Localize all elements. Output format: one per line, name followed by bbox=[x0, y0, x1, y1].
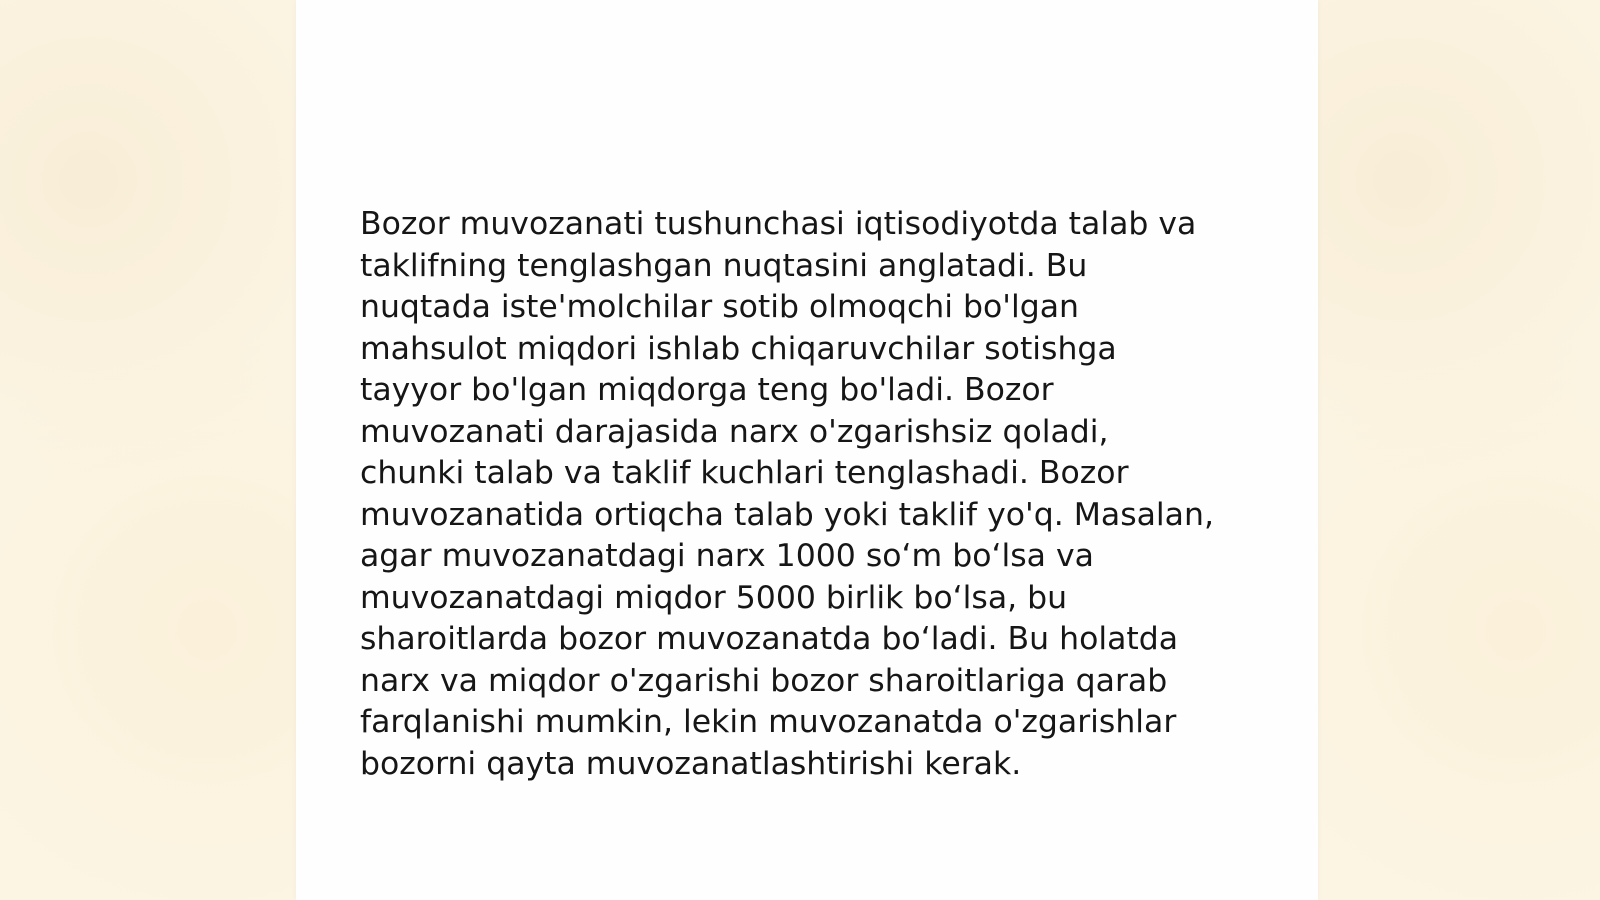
background-left-panel bbox=[0, 0, 296, 900]
paragraph-line: mahsulot miqdori ishlab chiqaruvchilar sotishga bbox=[360, 330, 1117, 367]
document-page bbox=[296, 0, 1318, 900]
paragraph-line: muvozanatida ortiqcha talab yoki taklif yo'q. Masalan, bbox=[360, 496, 1214, 533]
paragraph-line: Bozor muvozanati tushunchasi iqtisodiyotda talab va bbox=[360, 206, 1197, 242]
paragraph-line: muvozanatdagi miqdor 5000 birlik bo‘lsa, bu bbox=[360, 579, 1068, 616]
paragraph-line: taklifning tenglashgan nuqtasini anglatadi. Bu bbox=[360, 247, 1088, 284]
paragraph-line: agar muvozanatdagi narx 1000 so‘m bo‘lsa va bbox=[360, 538, 1094, 574]
paragraph-line: bozorni qayta muvozanatlashtirishi kerak. bbox=[360, 745, 1022, 782]
paragraph-line: chunki talab va taklif kuchlari tenglashadi. Bozor bbox=[360, 455, 1129, 491]
paragraph-line: muvozanati darajasida narx o'zgarishsiz qoladi, bbox=[360, 413, 1109, 450]
paragraph-line: sharoitlarda bozor muvozanatda bo‘ladi. Bu holatda bbox=[360, 621, 1179, 657]
body-paragraph bbox=[360, 204, 1260, 785]
paragraph-line: tayyor bo'lgan miqdorga teng bo'ladi. Bozor bbox=[360, 372, 1054, 408]
background-right-panel bbox=[1318, 0, 1600, 900]
paragraph-line: narx va miqdor o'zgarishi bozor sharoitlariga qarab bbox=[360, 662, 1168, 699]
paragraph-line: nuqtada iste'molchilar sotib olmoqchi bo'lgan bbox=[360, 289, 1079, 325]
paragraph-line: farqlanishi mumkin, lekin muvozanatda o'zgarishlar bbox=[360, 704, 1177, 740]
